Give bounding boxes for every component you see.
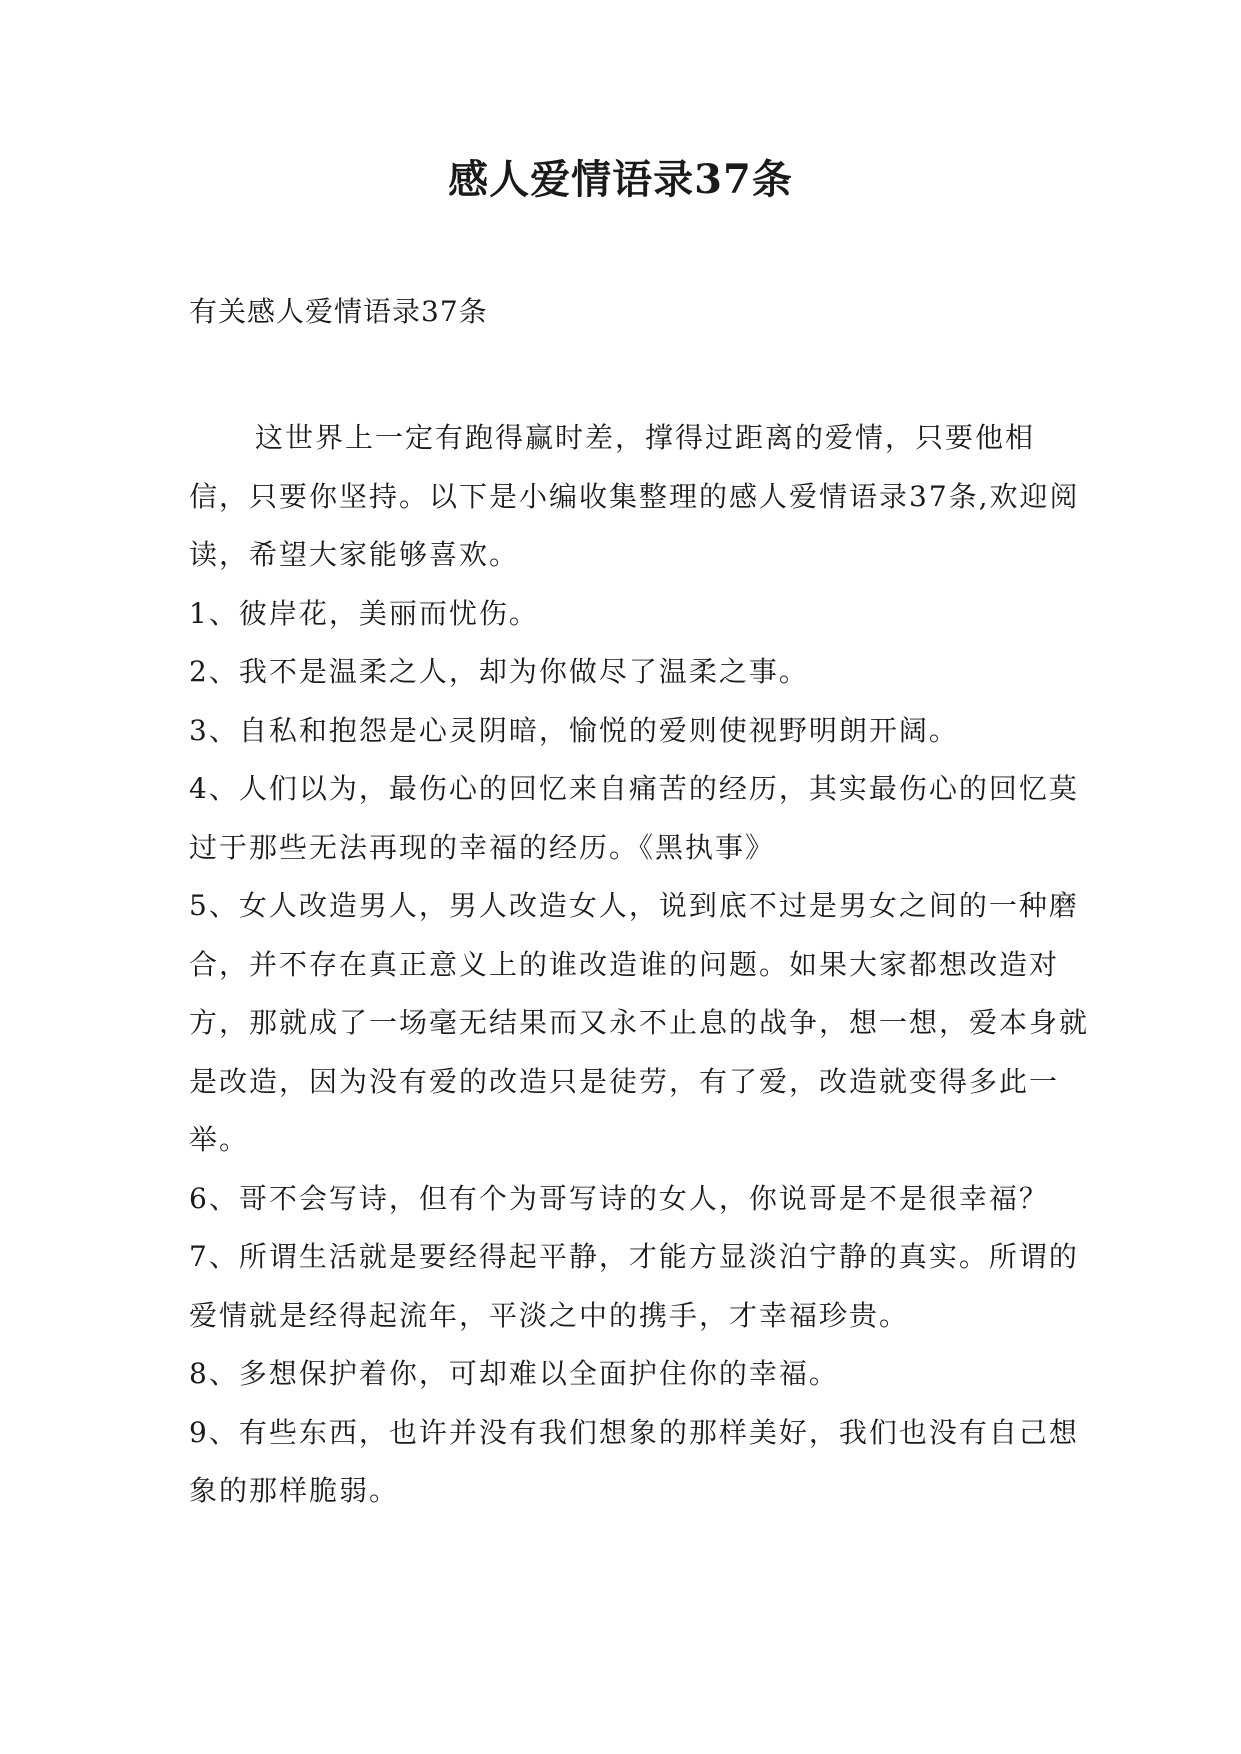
quote-item-3: 3、自私和抱怨是心灵阴暗，愉悦的爱则使视野明朗开阔。 [189,713,959,747]
document-title: 感人爱情语录37条 [448,156,793,203]
quote-item-5: 5、女人改造男人，男人改造女人，说到底不过是男女之间的一种磨合，并不存在真正意义上的谁改造谁的问题。如果大家都想改造对方，那就成了一场毫无结果而又永不止息的战争，想一想，爱本身就是改造，因为没有爱的改造只是徒劳，有了爱，改造就变得多此一举。 [189,889,1090,1156]
quote-item-9: 9、有些东西，也许并没有我们想象的那样美好，我们也没有自己想象的那样脆弱。 [189,1415,1079,1507]
quote-item-4: 4、人们以为，最伤心的回忆来自痛苦的经历，其实最伤心的回忆莫过于那些无法再现的幸福的经历。《黑执事》 [189,772,1079,864]
quote-item-1: 1、彼岸花，美丽而忧伤。 [189,596,539,630]
quote-item-2: 2、我不是温柔之人，却为你做尽了温柔之事。 [189,655,809,688]
document-subtitle: 有关感人爱情语录37条 [189,295,488,328]
quote-item-7: 7、所谓生活就是要经得起平静，才能方显淡泊宁静的真实。所谓的爱情就是经得起流年，平淡之中的携手，才幸福珍贵。 [189,1240,1079,1332]
quote-item-8: 8、多想保护着你，可却难以全面护住你的幸福。 [189,1357,839,1390]
quote-item-6: 6、哥不会写诗，但有个为哥写诗的女人，你说哥是不是很幸福？ [189,1181,1049,1215]
intro-paragraph: 这世界上一定有跑得赢时差，撑得过距离的爱情，只要他相信，只要你坚持。以下是小编收集整理的感人爱情语录37条,欢迎阅读，希望大家能够喜欢。 [189,421,1080,571]
document-body [189,409,1089,1521]
